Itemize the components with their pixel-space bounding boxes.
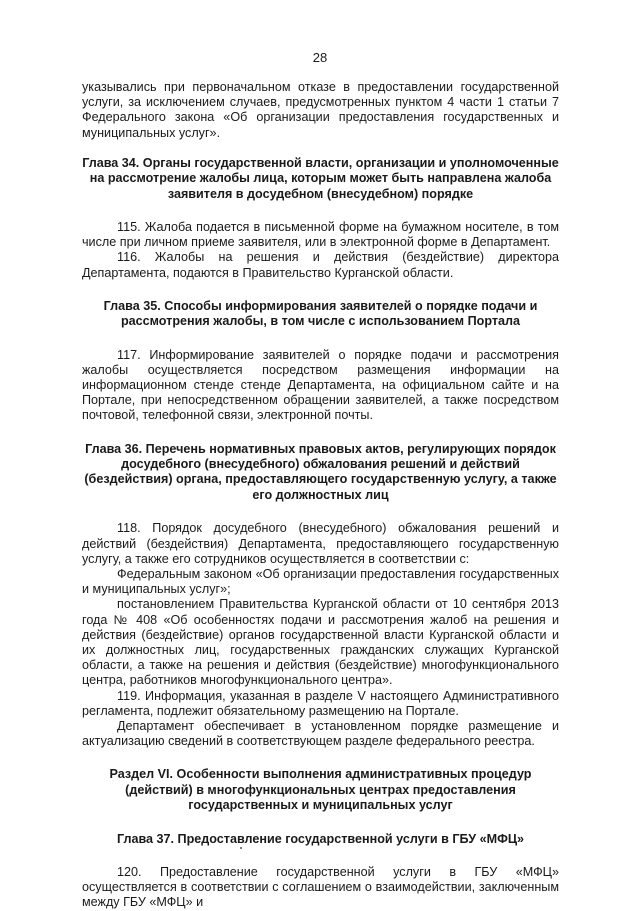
paragraph-118: 118. Порядок досудебного (внесудебного) обжалования решений и действий (бездействия) Департамента, предоставляющего государственную услугу, а также его сотрудников осуществляется в соответствии с:: [82, 521, 559, 566]
paragraph-119-registry: Департамент обеспечивает в установленном порядке размещение и актуализацию сведений в соответствующем разделе федерального реестра.: [82, 718, 559, 749]
paragraph-115: 115. Жалоба подается в письменной форме на бумажном носителе, в том числе при личном приеме заявителя, или в электронной форме в Департамент.: [82, 220, 559, 250]
paragraph-119: 119. Информация, указанная в разделе V настоящего Административного регламента, подлежит обязательному размещению на Портале.: [82, 688, 559, 718]
section-6-heading: Раздел VI. Особенности выполнения административных процедур (действий) в многофункциональных центрах предоставления государственных и муниципальных услуг: [109, 767, 532, 813]
chapter-36-heading: Глава 36. Перечень нормативных правовых актов, регулирующих порядок досудебного (внесудебного) обжалования решений и действий (бездействия) органа, предоставляющего государственную услугу, а также его должностных лиц: [84, 441, 557, 502]
scan-speck: [240, 847, 242, 849]
document-body: [82, 80, 559, 911]
paragraph-118-federal-law: Федеральным законом «Об организации предоставления государственных и муниципальных услуг»;: [82, 566, 559, 597]
page-number: 28: [312, 50, 328, 65]
chapter-35-heading: Глава 35. Способы информирования заявителей о порядке подачи и рассмотрения жалобы, в том числе с использованием Портала: [103, 298, 538, 329]
paragraph-116: 116. Жалобы на решения и действия (бездействие) директора Департамента, подаются в Правительство Курганской области.: [82, 250, 559, 280]
paragraph-118-resolution: постановлением Правительства Курганской области от 10 сентября 2013 года № 408 «Об особенностях подачи и рассмотрения жалоб на решения и действия (бездействие) органов государственной власти Курганской области и их должностных лиц, государственных гражданских служащих Курганской области, а также на решения и действия (бездействие) многофункционального центра, работников многофункционального центра».: [82, 597, 559, 688]
paragraph-120: 120. Предоставление государственной услуги в ГБУ «МФЦ» осуществляется в соответствии с соглашением о взаимодействии, заключенным между ГБУ «МФЦ» и: [82, 864, 559, 910]
chapter-34-heading: Глава 34. Органы государственной власти, организации и уполномоченные на рассмотрение жалобы лица, которым может быть направлена жалоба заявителя в досудебном (внесудебном) порядке: [82, 155, 559, 201]
paragraph-117: 117. Информирование заявителей о порядке подачи и рассмотрения жалобы осуществляется посредством размещения информации на информационном стенде стенде Департамента, на официальном сайте и на Портале, при непосредственном обращении заявителей, а также посредством почтовой, телефонной связи, электронной почты.: [82, 347, 559, 423]
paragraph-continuation: указывались при первоначальном отказе в предоставлении государственной услуги, за исключением случаев, предусмотренных пунктом 4 части 1 статьи 7 Федерального закона «Об организации предоставления государственных и муниципальных услуг».: [82, 80, 559, 140]
chapter-37-heading: Глава 37. Предоставление государственной услуги в ГБУ «МФЦ»: [116, 831, 525, 846]
